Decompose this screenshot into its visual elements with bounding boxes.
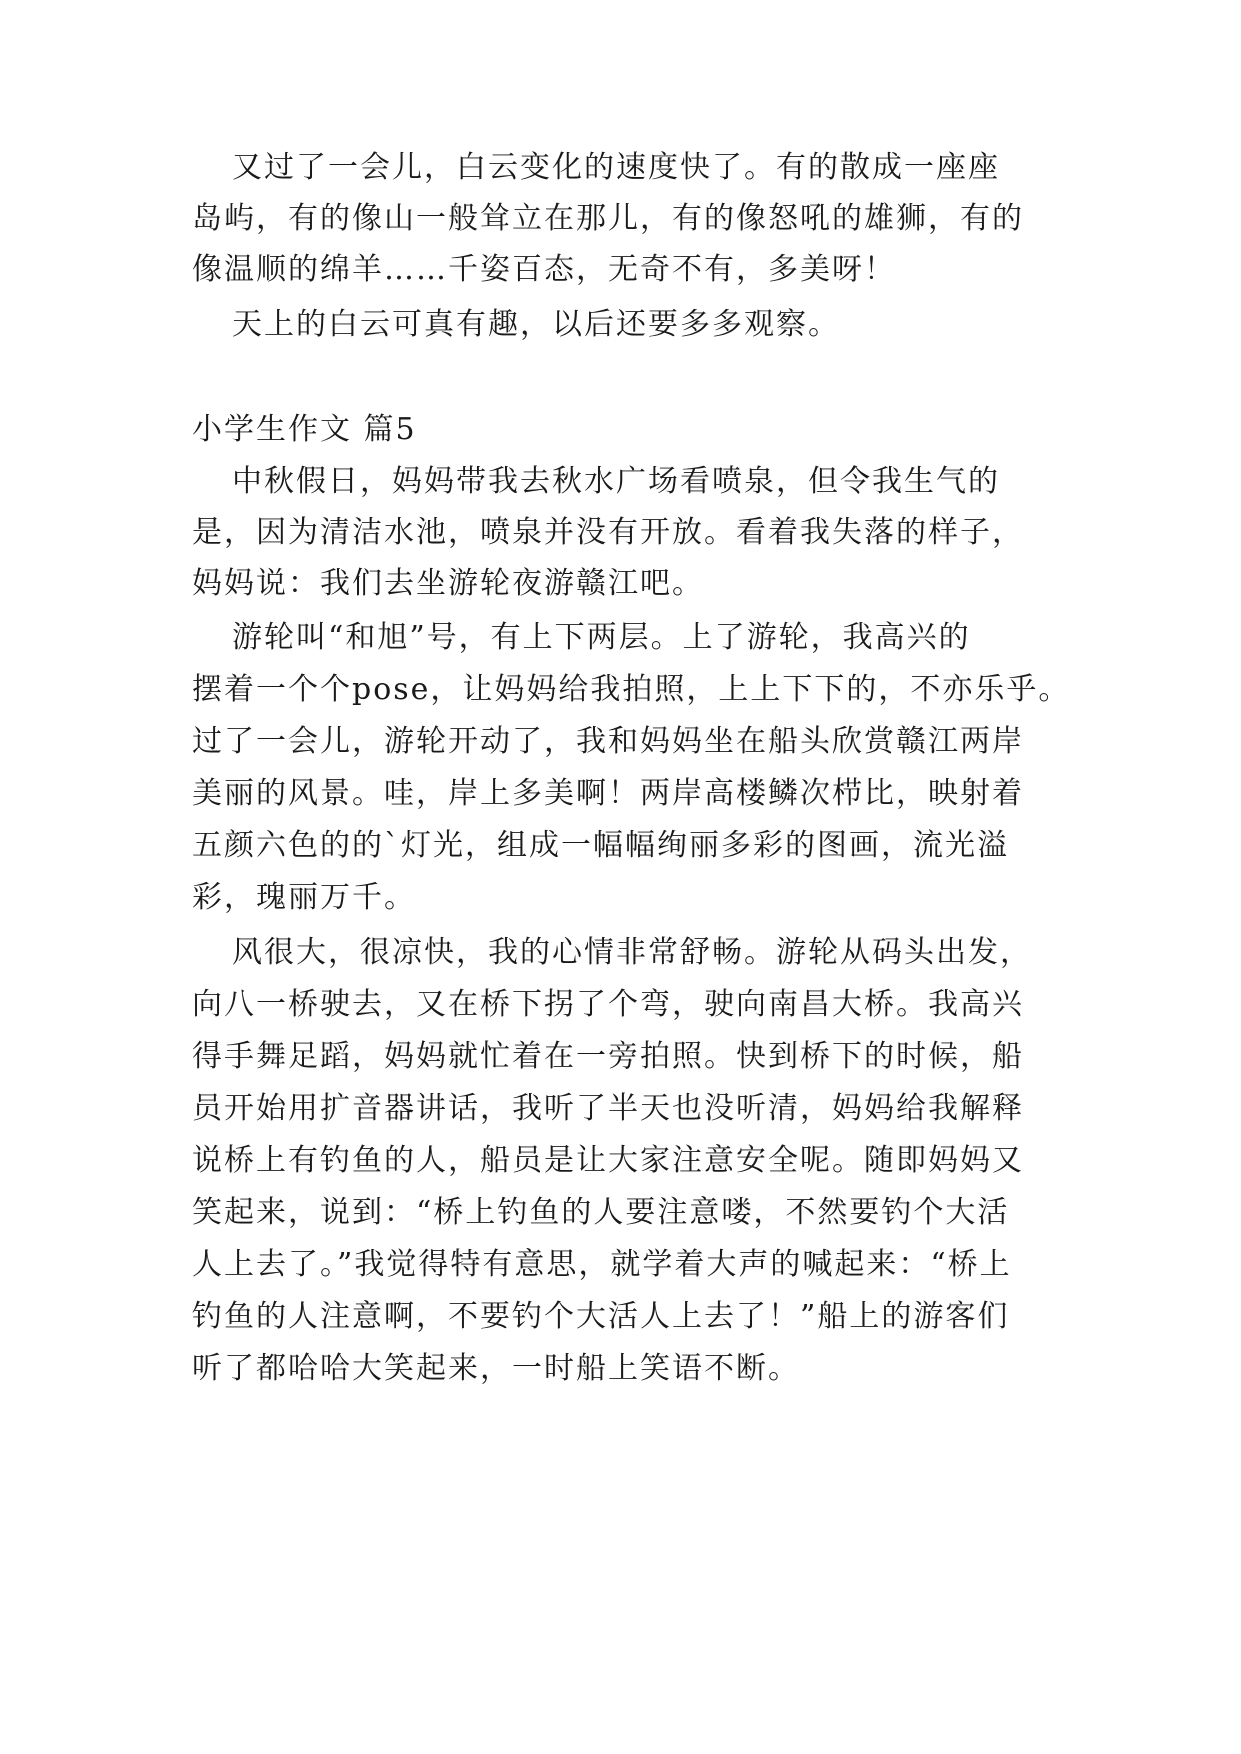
paragraph-5-line-8: 钓鱼的人注意啊，不要钓个大活人上去了！”船上的游客们 [192, 1299, 1010, 1334]
paragraph-5-line-6: 笑起来，说到：“桥上钓鱼的人要注意喽，不然要钓个大活 [192, 1195, 1010, 1230]
paragraph-4-line-2: 摆着一个个pose，让妈妈给我拍照，上上下下的，不亦乐乎。 [192, 672, 1071, 707]
paragraph-1-line-2: 岛屿，有的像山一般耸立在那儿，有的像怒吼的雄狮，有的 [192, 201, 1024, 236]
paragraph-5-line-9: 听了都哈哈大笑起来，一时船上笑语不断。 [192, 1351, 800, 1386]
paragraph-4-line-5: 五颜六色的的`灯光，组成一幅幅绚丽多彩的图画，流光溢 [192, 828, 1009, 863]
paragraph-2-line-1: 天上的白云可真有趣，以后还要多多观察。 [232, 307, 840, 342]
paragraph-5-line-5: 说桥上有钓鱼的人，船员是让大家注意安全呢。随即妈妈又 [192, 1143, 1024, 1178]
paragraph-4-line-6: 彩，瑰丽万千。 [192, 880, 416, 915]
paragraph-1-line-3: 像温顺的绵羊……千姿百态，无奇不有，多美呀！ [192, 252, 896, 287]
paragraph-4-line-4: 美丽的风景。哇，岸上多美啊！两岸高楼鳞次栉比，映射着 [192, 776, 1024, 811]
paragraph-5-line-4: 员开始用扩音器讲话，我听了半天也没听清，妈妈给我解释 [192, 1091, 1024, 1126]
paragraph-1-line-1: 又过了一会儿，白云变化的速度快了。有的散成一座座 [232, 150, 1000, 185]
paragraph-5-line-1: 风很大，很凉快，我的心情非常舒畅。游轮从码头出发， [232, 935, 1032, 970]
paragraph-5-line-7: 人上去了。”我觉得特有意思，就学着大声的喊起来：“桥上 [192, 1247, 1012, 1282]
paragraph-5-line-3: 得手舞足蹈，妈妈就忙着在一旁拍照。快到桥下的时候，船 [192, 1039, 1024, 1074]
paragraph-3-line-1: 中秋假日，妈妈带我去秋水广场看喷泉，但令我生气的 [232, 464, 1000, 499]
section-title: 小学生作文 篇5 [192, 412, 417, 447]
paragraph-4-line-1: 游轮叫“和旭”号，有上下两层。上了游轮，我高兴的 [232, 620, 971, 655]
paragraph-3-line-3: 妈妈说：我们去坐游轮夜游赣江吧。 [192, 566, 704, 601]
paragraph-4-line-3: 过了一会儿，游轮开动了，我和妈妈坐在船头欣赏赣江两岸 [192, 724, 1024, 759]
paragraph-3-line-2: 是，因为清洁水池，喷泉并没有开放。看着我失落的样子， [192, 515, 1024, 550]
paragraph-5-line-2: 向八一桥驶去，又在桥下拐了个弯，驶向南昌大桥。我高兴 [192, 987, 1024, 1022]
